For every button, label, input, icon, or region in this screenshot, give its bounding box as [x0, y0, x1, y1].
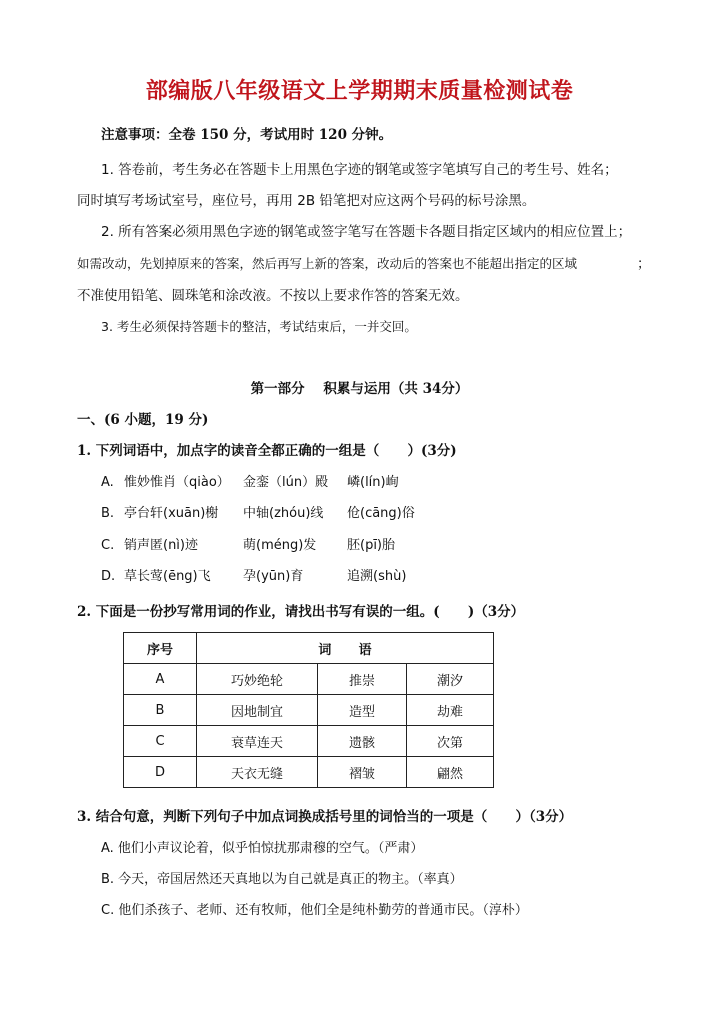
exam-title: 部编版八年级语文上学期期末质量检测试卷	[145, 79, 574, 104]
q1-option-letter: D.	[101, 569, 116, 584]
table-header-row	[124, 633, 494, 664]
q3-option-b: B. 今天，帝国居然还天真地以为自己就是真正的物主。（率真）	[101, 872, 463, 887]
table-cell-word: 劫难	[407, 695, 494, 726]
q1-option-c-3: 胚(pī)胎	[347, 538, 396, 553]
notice-item-2-cont2: 不准使用铅笔、圆珠笔和涂改液。不按以上要求作答的答案无效。	[77, 288, 469, 304]
table-header-no: 序号	[124, 633, 197, 664]
q1-option-d-3: 追溯(shù)	[347, 569, 407, 584]
q1-option-letter: B.	[101, 506, 115, 521]
q1-option-d-2: 孕(yūn)育	[243, 569, 304, 584]
table-cell-word: 造型	[318, 695, 407, 726]
table-cell-word: 翩然	[407, 757, 494, 788]
section-1-heading: 一、(6 小题，19 分)	[77, 412, 209, 428]
q3-option-c: C. 他们杀孩子、老师、还有牧师，他们全是纯朴勤劳的普通市民。（淳朴）	[101, 903, 528, 918]
q1-stem: 1. 下列词语中，加点字的读音全都正确的一组是（ ）(3分)	[77, 443, 457, 459]
table-header-words: 词 语	[197, 633, 494, 664]
table-cell-no: C	[124, 726, 197, 757]
q1-option-a-2: 金銮（lún）殿	[243, 475, 329, 490]
table-cell-no: A	[124, 664, 197, 695]
table-cell-word: 天衣无缝	[197, 757, 318, 788]
table-cell-word: 因地制宜	[197, 695, 318, 726]
table-cell-word: 巧妙绝轮	[197, 664, 318, 695]
table-cell-word: 衰草连天	[197, 726, 318, 757]
table-cell-word: 褶皱	[318, 757, 407, 788]
table-cell-word: 推崇	[318, 664, 407, 695]
notice-item-1: 1. 答卷前，考生务必在答题卡上用黑色字迹的钢笔或签字笔填写自己的考生号、姓名；	[101, 162, 618, 178]
table-cell-word: 次第	[407, 726, 494, 757]
q1-option-a-1: 惟妙惟肖（qiào）	[124, 475, 230, 490]
notice-item-2: 2. 所有答案必须用黑色字迹的钢笔或签字笔写在答题卡各题目指定区域内的相应位置上；	[101, 224, 632, 240]
part1-heading: 第一部分 积累与运用（共 34分）	[250, 381, 469, 397]
notice-heading: 注意事项：全卷 150 分，考试用时 120 分钟。	[101, 127, 393, 143]
q1-option-a-3: 嶙(lín)峋	[347, 475, 399, 490]
notice-item-2-cont: 如需改动，先划掉原来的答案，然后再写上新的答案，改动后的答案也不能超出指定的区域	[77, 256, 578, 271]
table-row	[124, 664, 494, 695]
q2-word-table	[123, 632, 494, 788]
q1-option-letter: C.	[101, 538, 115, 553]
notice-item-2-semicolon: ；	[637, 256, 651, 272]
q3-option-a: A. 他们小声议论着，似乎怕惊扰那肃穆的空气。（严肃）	[101, 841, 424, 856]
q1-option-c-1: 销声匿(nì)迹	[124, 538, 198, 553]
notice-item-3: 3. 考生必须保持答题卡的整洁，考试结束后，一并交回。	[101, 319, 417, 334]
table-row	[124, 757, 494, 788]
q1-option-letter: A.	[101, 475, 114, 490]
table-cell-word: 潮汐	[407, 664, 494, 695]
q3-stem: 3. 结合句意，判断下列句子中加点词换成括号里的词恰当的一项是（ ）（3分）	[77, 809, 573, 825]
q1-option-b-2: 中轴(zhóu)线	[243, 506, 324, 521]
table-cell-no: B	[124, 695, 197, 726]
notice-item-1-cont: 同时填写考场试室号，座位号，再用 2B 铅笔把对应这两个号码的标号涂黑。	[77, 193, 536, 209]
table-row	[124, 726, 494, 757]
q1-option-b-3: 伧(cāng)俗	[347, 506, 415, 521]
q1-option-b-1: 亭台轩(xuān)榭	[124, 506, 219, 521]
table-row	[124, 695, 494, 726]
q1-option-d-1: 草长莺(ēng)飞	[124, 569, 211, 584]
q1-option-c-2: 萌(méng)发	[243, 538, 317, 553]
q2-stem: 2. 下面是一份抄写常用词的作业，请找出书写有误的一组。( )（3分）	[77, 604, 525, 620]
table-cell-word: 遗骸	[318, 726, 407, 757]
table-cell-no: D	[124, 757, 197, 788]
